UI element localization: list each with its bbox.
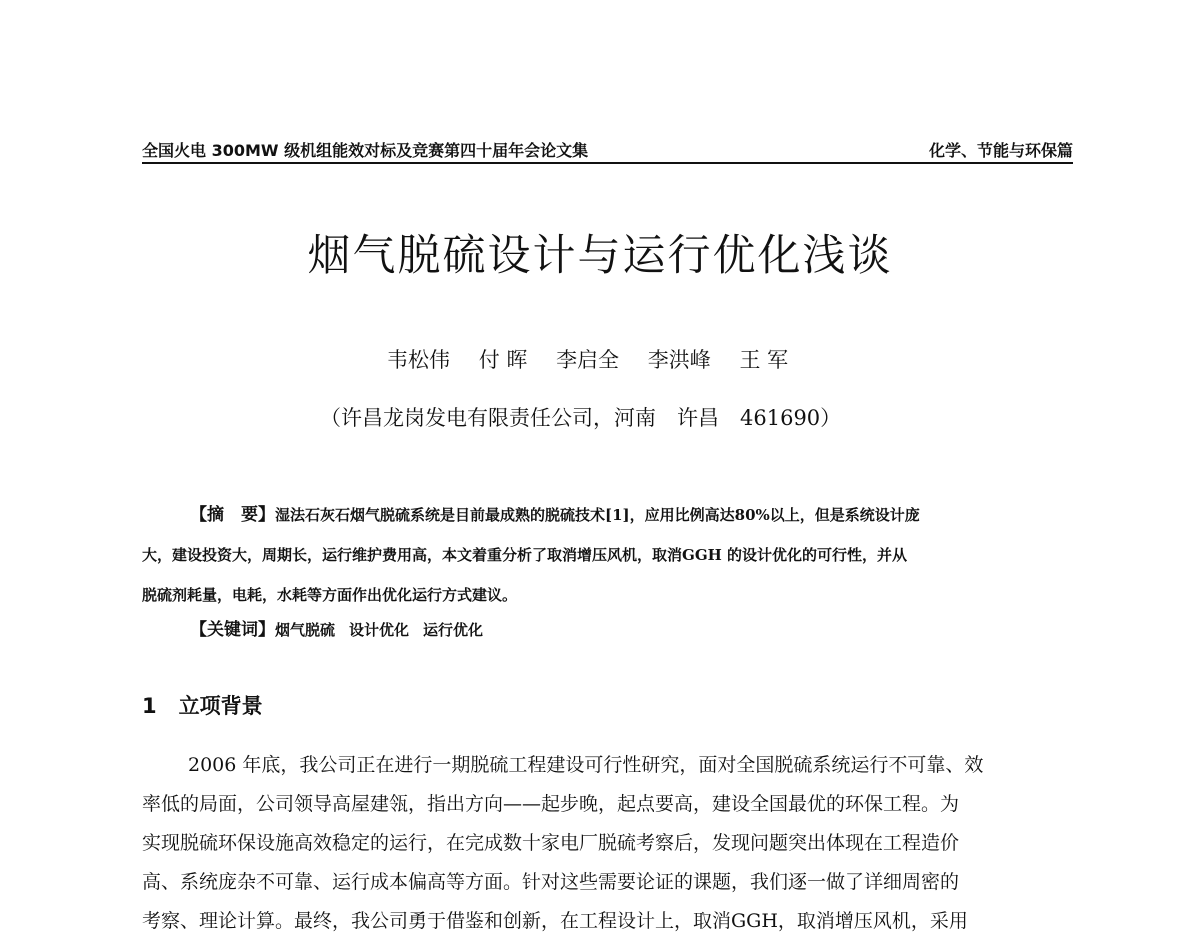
keywords (190, 615, 497, 640)
author-name: 韦松伟 (387, 348, 450, 372)
author-list (387, 344, 788, 374)
section-title: 立项背景 (178, 694, 263, 718)
author-name: 李启全 (556, 348, 620, 372)
body-line: 考察、理论计算。最终，我公司勇于借鉴和创新，在工程设计上，取消GGH，取消增压风机，采用 (142, 910, 968, 932)
body-line: 率低的局面，公司领导高屋建瓴，指出方向——起步晚，起点要高，建设全国最优的环保工程。为 (142, 793, 960, 815)
body-text (142, 746, 1077, 941)
header-proceedings-title: 全国火电 300MW 级机组能效对标及竞赛第四十届年会论文集 (142, 141, 589, 160)
section-heading (142, 690, 263, 720)
keyword: 设计优化 (349, 621, 410, 639)
author-name: 王 军 (739, 348, 789, 372)
keywords-label: 【关键词】 (190, 620, 275, 640)
body-line: 实现脱硫环保设施高效稳定的运行，在完成数十家电厂脱硫考察后，发现问题突出体现在工程造价 (142, 832, 960, 854)
abstract-label: 【摘 要】 (190, 505, 275, 525)
header-section-name: 化学、节能与环保篇 (928, 141, 1073, 160)
body-line: 高、系统庞杂不可靠、运行成本偏高等方面。针对这些需要论证的课题，我们逐一做了详细周密的 (142, 871, 960, 893)
running-header (142, 136, 1073, 164)
abstract-line: 大，建设投资大，周期长，运行维护费用高，本文着重分析了取消增压风机，取消GGH 的设计优化的可行性，并从 (142, 546, 908, 564)
section-number: 1 (142, 694, 157, 718)
abstract-line: 脱硫剂耗量，电耗，水耗等方面作出优化运行方式建议。 (142, 586, 518, 604)
body-line: 2006 年底，我公司正在进行一期脱硫工程建设可行性研究，面对全国脱硫系统运行不可靠、效 (188, 754, 984, 776)
abstract (142, 495, 1077, 615)
keyword: 烟气脱硫 (275, 621, 336, 639)
keyword: 运行优化 (423, 621, 484, 639)
abstract-line (142, 495, 1077, 535)
affiliation: （许昌龙岗发电有限责任公司，河南 许昌 461690） (320, 406, 842, 430)
author-name: 李洪峰 (647, 348, 711, 372)
paper-title: 烟气脱硫设计与运行优化浅谈 (307, 231, 893, 281)
abstract-text: 湿法石灰石烟气脱硫系统是目前最成熟的脱硫技术[1]，应用比例高达80%以上，但是系统设计庞 (275, 506, 920, 524)
author-name: 付 晖 (478, 348, 528, 372)
